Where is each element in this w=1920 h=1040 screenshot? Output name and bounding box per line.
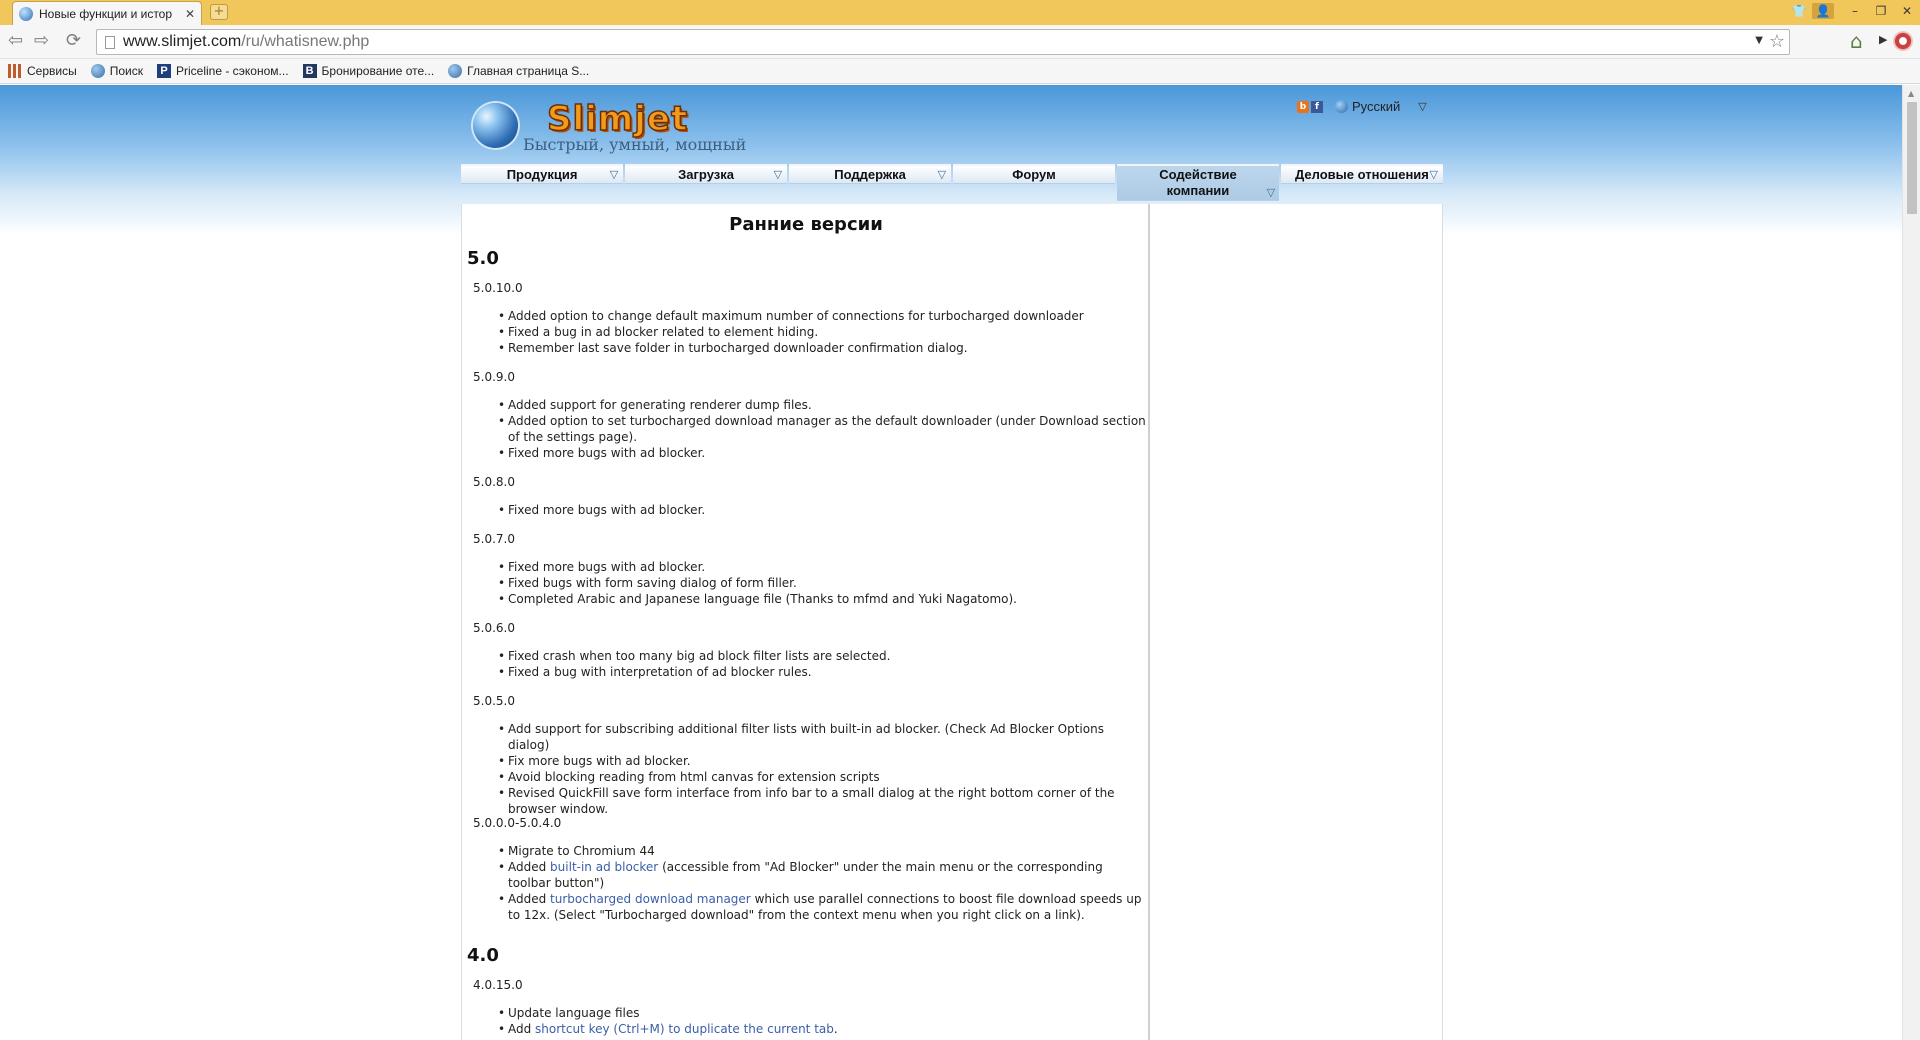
apps-grid-icon — [8, 64, 22, 78]
nav-support[interactable]: Поддержка ▽ — [789, 164, 951, 184]
nav-forum[interactable]: Форум — [953, 164, 1115, 184]
site-logo[interactable]: Slimjet — [547, 99, 689, 139]
chevron-down-icon[interactable]: ▽ — [937, 169, 947, 181]
shortcut-key-link[interactable]: shortcut key (Ctrl+M) to duplicate the current tab — [535, 1022, 834, 1036]
extension-icon[interactable] — [1893, 31, 1913, 51]
list-item: • Fixed crash when too many big ad block filter lists are selected. — [498, 648, 1148, 664]
site-container — [461, 85, 1443, 1040]
list-item: • Remember last save folder in turbocharged downloader confirmation dialog. — [498, 340, 1148, 356]
main-navigation — [461, 164, 1443, 201]
list-item: • Migrate to Chromium 44 — [498, 843, 1148, 859]
list-item: • Added support for generating renderer dump files. — [498, 397, 1148, 413]
list-item: • Fixed more bugs with ad blocker. — [498, 445, 1148, 461]
list-item: • Fixed more bugs with ad blocker. — [498, 502, 1148, 518]
reload-icon[interactable]: ⟳ — [66, 30, 82, 51]
changelog-list — [498, 843, 1148, 923]
chevron-down-icon[interactable]: ▽ — [1429, 169, 1439, 181]
bookmark-home-page[interactable]: Главная страница S... — [448, 64, 589, 78]
header-tools — [1297, 99, 1427, 114]
list-item: • Added built-in ad blocker (accessible from "Ad Blocker" under the main menu or the corresponding toolbar button") — [498, 859, 1148, 891]
list-item: • Revised QuickFill save form interface from info bar to a small dialog at the right bottom corner of the browser window. — [498, 785, 1148, 817]
chevron-down-icon[interactable]: ▽ — [773, 169, 783, 181]
bookmark-star-icon[interactable]: ☆ — [1768, 31, 1785, 52]
language-globe-icon — [1335, 100, 1348, 113]
back-arrow-icon[interactable]: ⇦ — [8, 30, 24, 51]
language-selector[interactable]: Русский — [1352, 99, 1401, 114]
scrollbar-thumb[interactable] — [1907, 102, 1917, 214]
list-item: • Update language files — [498, 1005, 1148, 1021]
changelog-list — [498, 308, 1148, 356]
nav-products[interactable]: Продукция ▽ — [461, 164, 623, 184]
changelog-list — [498, 1005, 1148, 1037]
page-icon — [105, 36, 115, 49]
changelog-list — [498, 721, 1148, 817]
version-heading: 5.0.7.0 — [473, 532, 515, 546]
bookmark-booking[interactable]: B Бронирование оте... — [303, 64, 435, 78]
list-item: • Avoid blocking reading from html canvas for extension scripts — [498, 769, 1148, 785]
version-heading: 5.0.0.0-5.0.4.0 — [473, 816, 562, 830]
menu-arrow-icon[interactable]: ▶ — [1879, 33, 1888, 46]
major-version-heading: 4.0 — [467, 945, 499, 966]
restore-button[interactable]: ❐ — [1875, 4, 1887, 18]
list-item: • Added option to change default maximum number of connections for turbocharged downloader — [498, 308, 1148, 324]
browser-toolbar — [0, 25, 1920, 59]
bookmarks-bar — [0, 59, 1920, 84]
list-item: • Fixed a bug with interpretation of ad blocker rules. — [498, 664, 1148, 680]
sidebar-column — [1152, 204, 1442, 1040]
browser-tab[interactable] — [12, 1, 202, 25]
home-icon[interactable]: ⌂ — [1850, 29, 1863, 53]
list-item: • Fixed bugs with form saving dialog of form filler. — [498, 575, 1148, 591]
page-title: Ранние версии — [729, 214, 883, 235]
changelog-list — [498, 648, 1148, 680]
version-heading: 5.0.9.0 — [473, 370, 515, 384]
nav-download[interactable]: Загрузка ▽ — [625, 164, 787, 184]
list-item: • Fix more bugs with ad blocker. — [498, 753, 1148, 769]
list-item: • Added turbocharged download manager which use parallel connections to boost file download speeds up to 12x. (Select "Turbocharged download" from the context menu when you right click on a link). — [498, 891, 1148, 923]
minimize-button[interactable]: – — [1852, 4, 1858, 18]
list-item: • Fixed a bug in ad blocker related to element hiding. — [498, 324, 1148, 340]
tab-title: Новые функции и истор — [39, 6, 173, 21]
page-scrollbar[interactable] — [1902, 85, 1920, 1040]
chevron-down-icon[interactable]: ▽ — [1266, 187, 1276, 199]
list-item: • Added option to set turbocharged download manager as the default downloader (under Download section of the settings page). — [498, 413, 1148, 445]
tab-close-icon[interactable]: ✕ — [184, 6, 195, 21]
version-heading: 5.0.8.0 — [473, 475, 515, 489]
close-window-button[interactable]: ✕ — [1901, 4, 1913, 18]
title-bar — [0, 0, 1920, 25]
blog-icon[interactable]: b — [1297, 101, 1309, 113]
list-item: • Add support for subscribing additional filter lists with built-in ad blocker. (Check Ad Blocker Options dialog) — [498, 721, 1148, 753]
changelog-list — [498, 559, 1148, 607]
forward-arrow-icon[interactable]: ⇨ — [34, 30, 50, 51]
page-viewport — [0, 85, 1902, 1040]
list-item: • Fixed more bugs with ad blocker. — [498, 559, 1148, 575]
version-heading: 5.0.6.0 — [473, 621, 515, 635]
language-dropdown-icon[interactable]: ▽ — [1418, 100, 1427, 113]
bookmark-search[interactable]: Поиск — [91, 64, 143, 78]
list-item: • Completed Arabic and Japanese language file (Thanks to mfmd and Yuki Nagatomo). — [498, 591, 1148, 607]
major-version-heading: 5.0 — [467, 248, 499, 269]
booking-icon: B — [303, 64, 317, 78]
facebook-icon[interactable]: f — [1311, 101, 1323, 113]
scroll-up-icon[interactable]: ▲ — [1908, 89, 1915, 98]
version-heading: 4.0.15.0 — [473, 978, 523, 992]
window-controls — [1786, 0, 1920, 22]
priceline-icon: P — [157, 64, 171, 78]
list-item: • Add shortcut key (Ctrl+M) to duplicate the current tab. — [498, 1021, 1148, 1037]
changelog-list — [498, 397, 1148, 461]
bookmark-priceline[interactable]: P Priceline - сэконом... — [157, 64, 289, 78]
changelog-column — [462, 204, 1150, 1040]
bookmark-services[interactable]: Сервисы — [8, 64, 77, 78]
nav-business[interactable]: Деловые отношения ▽ — [1281, 164, 1443, 184]
content-box — [461, 204, 1443, 1040]
slimjet-logo-globe-icon[interactable] — [473, 103, 518, 148]
shirt-theme-icon[interactable]: 👕 — [1791, 4, 1807, 18]
globe-icon — [448, 64, 462, 78]
address-bar[interactable] — [96, 29, 1790, 55]
url-text[interactable]: www.slimjet.com/ru/whatisnew.php — [123, 33, 370, 50]
download-manager-link[interactable]: turbocharged download manager — [550, 892, 751, 906]
version-heading: 5.0.5.0 — [473, 694, 515, 708]
version-heading: 5.0.10.0 — [473, 281, 523, 295]
nav-contribute[interactable]: Содействие компании ▽ — [1117, 164, 1279, 201]
ad-blocker-link[interactable]: built-in ad blocker — [550, 860, 659, 874]
new-tab-button[interactable]: + — [210, 4, 228, 20]
omnibox-dropdown-icon[interactable]: ▼ — [1755, 35, 1763, 46]
slimjet-favicon-icon — [19, 7, 33, 21]
changelog-list — [498, 502, 1148, 518]
globe-icon — [91, 64, 105, 78]
chevron-down-icon[interactable]: ▽ — [609, 169, 619, 181]
site-tagline: Быстрый, умный, мощный — [523, 135, 747, 154]
profile-icon[interactable]: 👤 — [1812, 3, 1834, 19]
